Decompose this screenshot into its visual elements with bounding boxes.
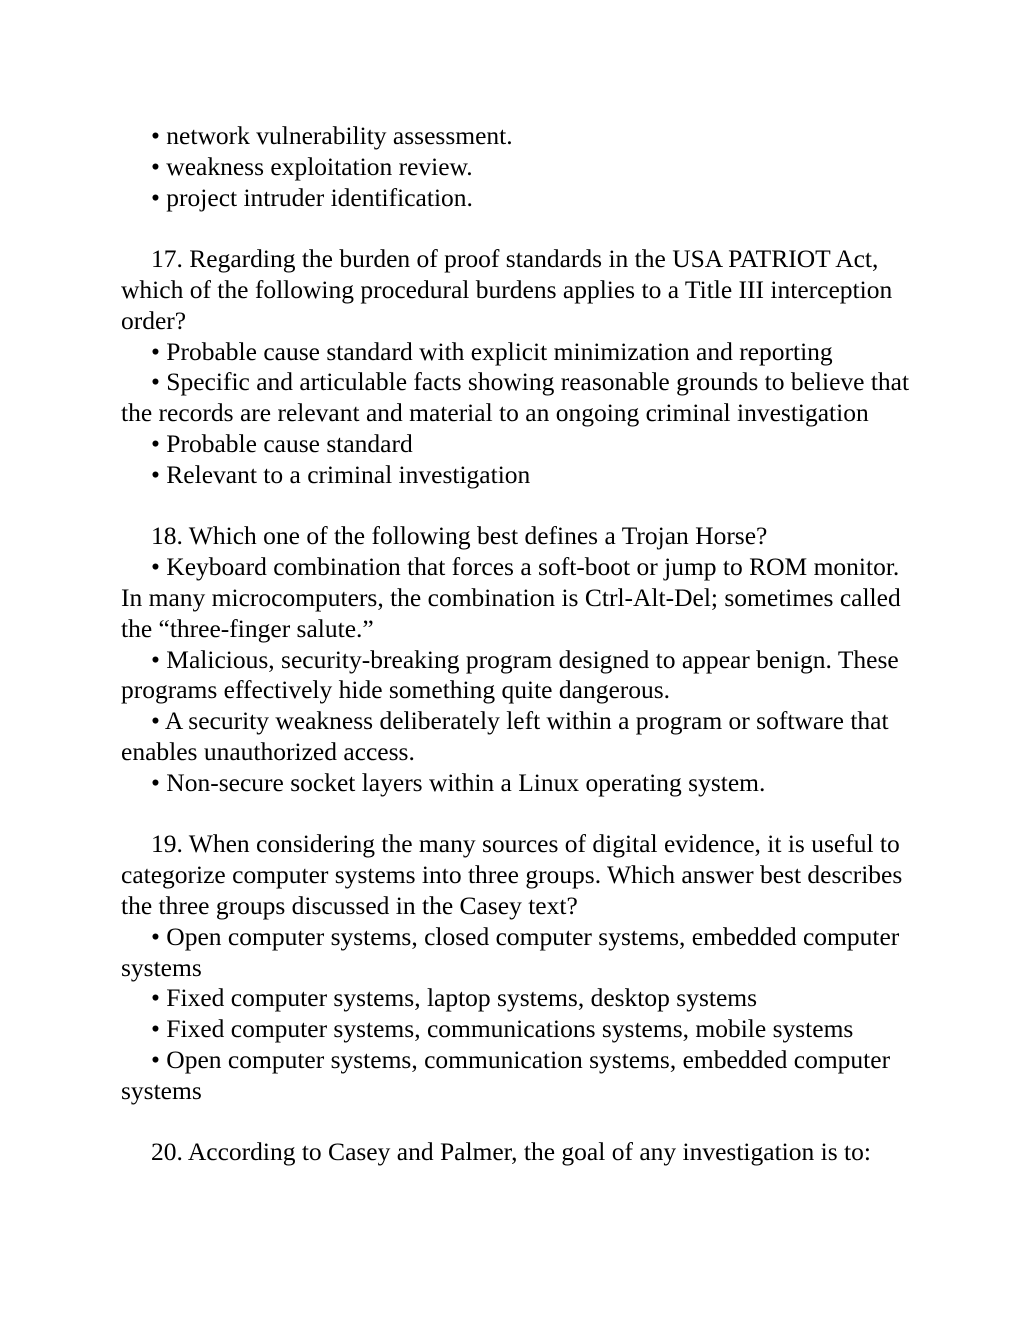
- intro-option: • project intruder identification.: [151, 182, 473, 212]
- paragraph-gap: [121, 491, 921, 522]
- paragraph-gap: [121, 799, 921, 830]
- answer-option: • Malicious, security-breaking program designed to appear benign. These programs effectively hide something quite dangerous.: [121, 644, 899, 705]
- answer-option: • Open computer systems, closed computer systems, embedded computer systems: [121, 921, 900, 982]
- question-18: [121, 521, 921, 798]
- paragraph-gap: [121, 1107, 921, 1138]
- intro-option-list: [121, 121, 921, 213]
- question-prompt: 20. According to Casey and Palmer, the goal of any investigation is to:: [151, 1137, 871, 1167]
- question-19: [121, 829, 921, 1106]
- intro-option: • network vulnerability assessment.: [151, 121, 513, 150]
- page-content: [121, 121, 921, 1168]
- answer-option: • Open computer systems, communication systems, embedded computer systems: [121, 1044, 891, 1105]
- answer-option: • Fixed computer systems, communications systems, mobile systems: [151, 1014, 854, 1044]
- answer-option: • Fixed computer systems, laptop systems, desktop systems: [151, 983, 758, 1013]
- question-prompt: 18. Which one of the following best defines a Trojan Horse?: [151, 521, 768, 551]
- question-prompt: 17. Regarding the burden of proof standards in the USA PATRIOT Act, which of the following procedural burdens applies to a Title III interception order?: [121, 244, 893, 335]
- answer-option: • Keyboard combination that forces a soft-boot or jump to ROM monitor. In many microcomputers, the combination is Ctrl-Alt-Del; sometimes called the “three-finger salute.”: [121, 552, 901, 643]
- intro-option: • weakness exploitation review.: [151, 151, 473, 181]
- question-17: [121, 244, 921, 490]
- answer-option: • Specific and articulable facts showing reasonable grounds to believe that the records are relevant and material to an ongoing criminal investigation: [121, 367, 910, 428]
- question-20: [121, 1137, 921, 1168]
- answer-option: • A security weakness deliberately left within a program or software that enables unauthorized access.: [121, 706, 889, 766]
- question-prompt: 19. When considering the many sources of digital evidence, it is useful to categorize computer systems into three groups. Which answer best describes the three groups discussed in the Casey text?: [121, 829, 903, 920]
- answer-option: • Relevant to a criminal investigation: [151, 459, 531, 489]
- paragraph-gap: [121, 213, 921, 244]
- answer-option: • Non-secure socket layers within a Linux operating system.: [151, 767, 766, 797]
- answer-option: • Probable cause standard with explicit minimization and reporting: [151, 336, 833, 366]
- answer-option: • Probable cause standard: [151, 428, 413, 458]
